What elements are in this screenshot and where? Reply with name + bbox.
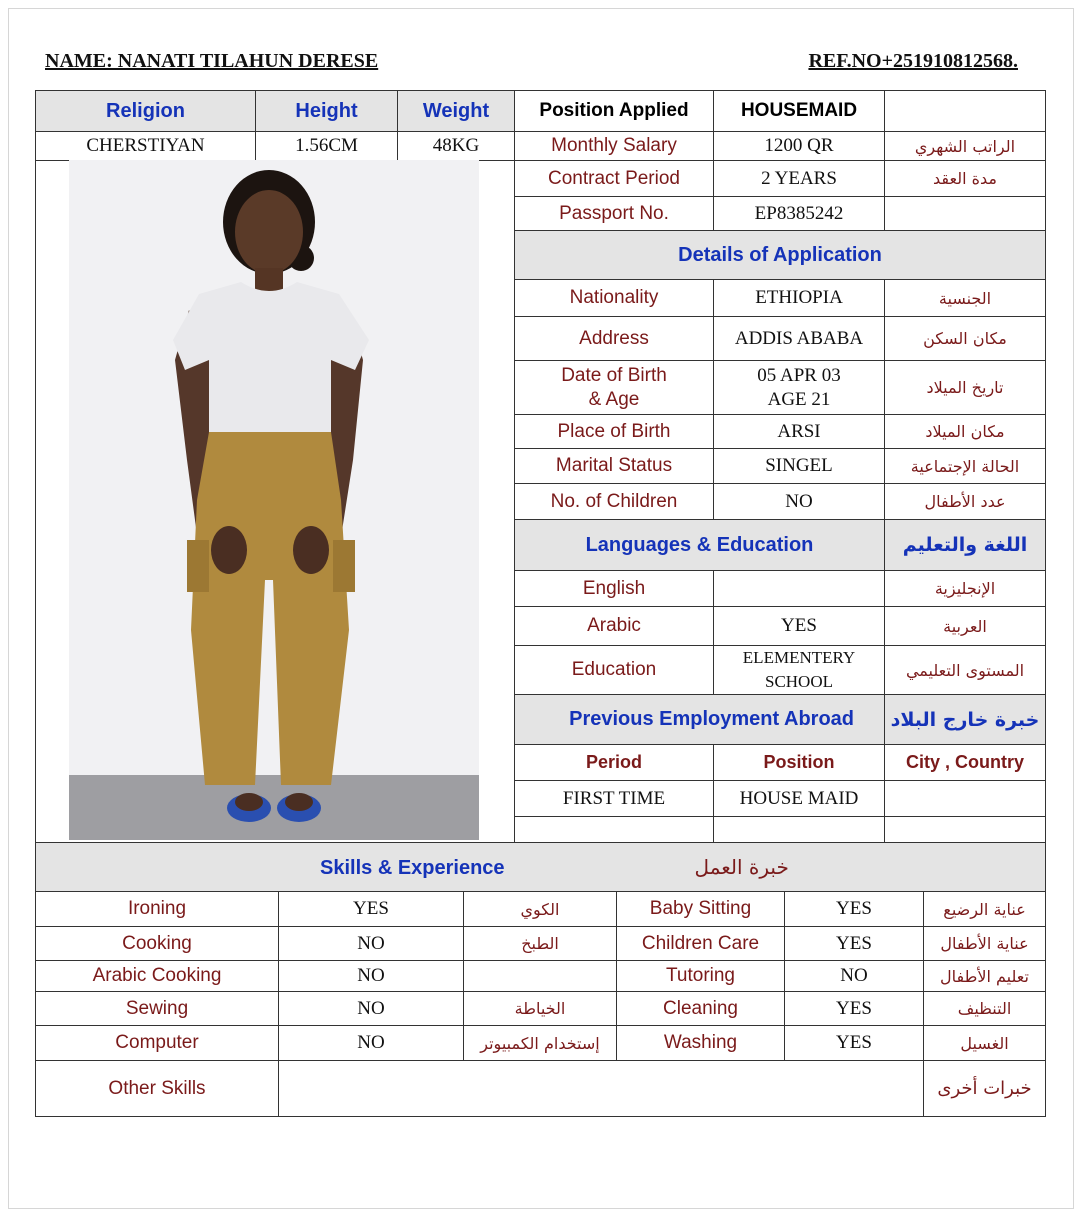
- languages-heading: Languages & Education: [515, 520, 885, 571]
- arabic-ar: العربية: [885, 607, 1046, 646]
- skill-computer-ar: إستخدام الكمبيوتر: [464, 1026, 617, 1061]
- address-value: ADDIS ABABA: [714, 317, 885, 361]
- skill-washing-ar: الغسيل: [924, 1026, 1046, 1061]
- english-label: English: [515, 571, 714, 607]
- english-value: [714, 571, 885, 607]
- place-of-birth-value: ARSI: [714, 415, 885, 449]
- applicant-name: NAME: NANATI TILAHUN DERESE: [45, 50, 379, 72]
- skill-sewing-ar: الخياطة: [464, 992, 617, 1026]
- skill-washing-value: YES: [785, 1026, 924, 1061]
- employment-heading-ar: خبرة خارج البلاد: [885, 695, 1046, 745]
- skill-cooking-ar: الطبخ: [464, 927, 617, 961]
- skills-table: [35, 842, 1046, 1117]
- monthly-salary-value: 1200 QR: [714, 132, 885, 161]
- skill-baby-sitting-label: Baby Sitting: [617, 892, 785, 927]
- skill-ironing-label: Ironing: [36, 892, 279, 927]
- skill-arabic-cooking-ar: [464, 961, 617, 992]
- education-ar: المستوى التعليمي: [885, 646, 1046, 695]
- employment-period-value: FIRST TIME: [515, 781, 714, 817]
- marital-status-value: SINGEL: [714, 449, 885, 484]
- arabic-label: Arabic: [515, 607, 714, 646]
- nationality-value: ETHIOPIA: [714, 280, 885, 317]
- nationality-label: Nationality: [515, 280, 714, 317]
- height-value: 1.56CM: [256, 132, 398, 161]
- marital-status-label: Marital Status: [515, 449, 714, 484]
- employment-heading: Previous Employment Abroad: [515, 695, 885, 745]
- languages-heading-ar: اللغة والتعليم: [885, 520, 1046, 571]
- skill-tutoring-ar: تعليم الأطفال: [924, 961, 1046, 992]
- skill-arabic-cooking-value: NO: [279, 961, 464, 992]
- skill-cleaning-value: YES: [785, 992, 924, 1026]
- skill-children-care-ar: عناية الأطفال: [924, 927, 1046, 961]
- other-skills-label: Other Skills: [36, 1061, 279, 1117]
- height-header: Height: [256, 91, 398, 132]
- passport-label: Passport No.: [515, 197, 714, 231]
- dob-label: Date of Birth & Age: [515, 361, 714, 415]
- nationality-ar: الجنسية: [885, 280, 1046, 317]
- skill-children-care-label: Children Care: [617, 927, 785, 961]
- employment-position-value: HOUSE MAID: [714, 781, 885, 817]
- position-applied-value: HOUSEMAID: [714, 91, 885, 132]
- skill-ironing-ar: الكوي: [464, 892, 617, 927]
- address-label: Address: [515, 317, 714, 361]
- religion-header: Religion: [36, 91, 256, 132]
- dob-value: 05 APR 03 AGE 21: [714, 361, 885, 415]
- applicant-photo: [69, 160, 479, 840]
- passport-ar: [885, 197, 1046, 231]
- marital-status-ar: الحالة الإجتماعية: [885, 449, 1046, 484]
- contract-period-label: Contract Period: [515, 161, 714, 197]
- position-applied-ar: [885, 91, 1046, 132]
- address-ar: مكان السكن: [885, 317, 1046, 361]
- other-skills-value: [279, 1061, 924, 1117]
- skill-washing-label: Washing: [617, 1026, 785, 1061]
- skill-sewing-label: Sewing: [36, 992, 279, 1026]
- skill-cleaning-ar: التنظيف: [924, 992, 1046, 1026]
- skill-cooking-value: NO: [279, 927, 464, 961]
- contract-period-ar: مدة العقد: [885, 161, 1046, 197]
- employment-period-header: Period: [515, 745, 714, 781]
- arabic-value: YES: [714, 607, 885, 646]
- skills-heading-ar: خبرة العمل: [694, 854, 789, 879]
- skill-sewing-value: NO: [279, 992, 464, 1026]
- place-of-birth-label: Place of Birth: [515, 415, 714, 449]
- reference-number: REF.NO+251910812568.: [808, 50, 1018, 72]
- skill-computer-label: Computer: [36, 1026, 279, 1061]
- children-value: NO: [714, 484, 885, 520]
- weight-header: Weight: [398, 91, 515, 132]
- skill-children-care-value: YES: [785, 927, 924, 961]
- skill-tutoring-label: Tutoring: [617, 961, 785, 992]
- dob-ar: تاريخ الميلاد: [885, 361, 1046, 415]
- employment-position-header: Position: [714, 745, 885, 781]
- education-label: Education: [515, 646, 714, 695]
- skill-tutoring-value: NO: [785, 961, 924, 992]
- skill-computer-value: NO: [279, 1026, 464, 1061]
- skill-arabic-cooking-label: Arabic Cooking: [36, 961, 279, 992]
- position-applied-label: Position Applied: [515, 91, 714, 132]
- english-ar: الإنجليزية: [885, 571, 1046, 607]
- skill-baby-sitting-ar: عناية الرضيع: [924, 892, 1046, 927]
- monthly-salary-label: Monthly Salary: [515, 132, 714, 161]
- place-of-birth-ar: مكان الميلاد: [885, 415, 1046, 449]
- skills-heading-row: [36, 843, 1046, 892]
- skill-baby-sitting-value: YES: [785, 892, 924, 927]
- children-ar: عدد الأطفال: [885, 484, 1046, 520]
- religion-value: CHERSTIYAN: [36, 132, 256, 161]
- passport-value: EP8385242: [714, 197, 885, 231]
- employment-city-value: [885, 781, 1046, 817]
- contract-period-value: 2 YEARS: [714, 161, 885, 197]
- children-label: No. of Children: [515, 484, 714, 520]
- skill-cleaning-label: Cleaning: [617, 992, 785, 1026]
- details-heading: Details of Application: [515, 231, 1046, 280]
- person-figure-icon: [69, 160, 479, 840]
- monthly-salary-ar: الراتب الشهري: [885, 132, 1046, 161]
- skill-cooking-label: Cooking: [36, 927, 279, 961]
- weight-value: 48KG: [398, 132, 515, 161]
- skill-ironing-value: YES: [279, 892, 464, 927]
- other-skills-ar: خبرات أخرى: [924, 1061, 1046, 1117]
- education-value: ELEMENTERY SCHOOL: [714, 646, 885, 695]
- employment-city-header: City , Country: [885, 745, 1046, 781]
- skills-heading: Skills & Experience: [320, 856, 505, 879]
